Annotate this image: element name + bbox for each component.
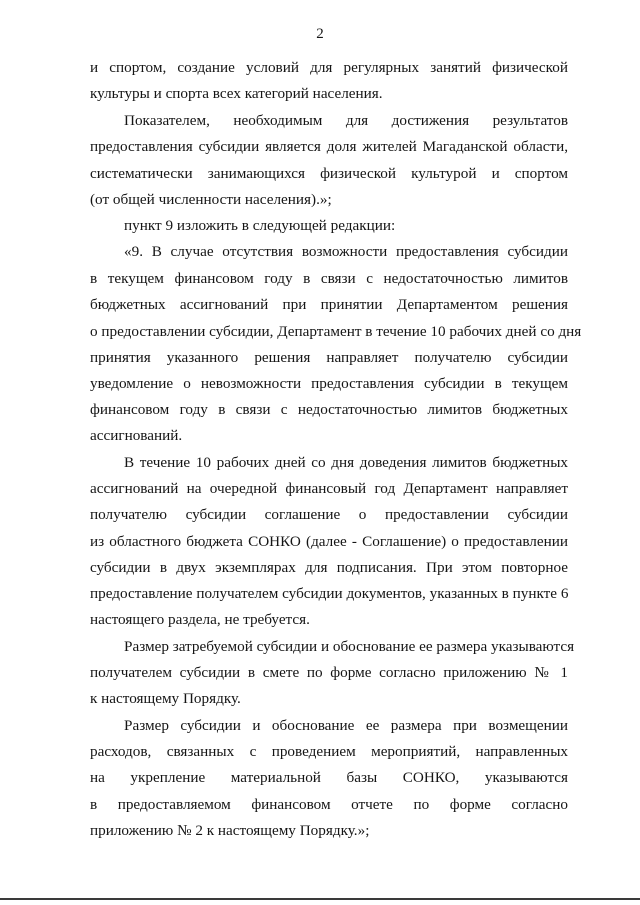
text-line: «9. В случае отсутствия возможности предоставления субсидии [124, 243, 568, 260]
text-line: культуры и спорта всех категорий населения. [90, 85, 383, 102]
text-line: получателем субсидии в смете по форме согласно приложению № 1 [90, 664, 568, 681]
text-line: предоставления субсидии является доля жителей Магаданской области, [90, 138, 568, 155]
text-line: к настоящему Порядку. [90, 690, 241, 707]
text-line: в текущем финансовом году в связи с недостаточностью лимитов [90, 270, 568, 287]
page-number: 2 [316, 26, 324, 42]
text-line: и спортом, создание условий для регулярных занятий физической [90, 59, 568, 76]
text-line: о предоставлении субсидии, Департамент в течение 10 рабочих дней со дня [90, 323, 582, 340]
text-line: приложению № 2 к настоящему Порядку.»; [90, 822, 370, 839]
text-line: финансовом году в связи с недостаточностью лимитов бюджетных [90, 401, 568, 418]
text-line: бюджетных ассигнований при принятии Департаментом решения [90, 296, 568, 313]
text-line: уведомление о невозможности предоставления субсидии в текущем [90, 375, 568, 392]
text-line: систематически занимающихся физической культурой и спортом [90, 165, 568, 182]
text-line: ассигнований. [90, 427, 183, 444]
text-line: принятия указанного решения направляет получателю субсидии [90, 349, 568, 366]
page-edge-line [0, 898, 640, 900]
text-line: субсидии в двух экземплярах для подписания. При этом повторное [90, 559, 568, 576]
text-line: ассигнований на очередной финансовый год Департамент направляет [90, 480, 568, 497]
text-line: (от общей численности населения).»; [90, 191, 332, 208]
text-line: предоставление получателем субсидии документов, указанных в пункте 6 [90, 585, 569, 602]
text-line: Размер субсидии и обоснование ее размера при возмещении [124, 717, 568, 734]
text-line: Размер затребуемой субсидии и обоснование ее размера указываются [124, 638, 575, 655]
text-line: расходов, связанных с проведением мероприятий, направленных [90, 743, 568, 760]
text-line: Показателем, необходимым для достижения результатов [124, 112, 568, 129]
text-line: из областного бюджета СОНКО (далее - Соглашение) о предоставлении [90, 533, 568, 550]
text-line: В течение 10 рабочих дней со дня доведения лимитов бюджетных [124, 454, 568, 471]
text-line: пункт 9 изложить в следующей редакции: [124, 217, 396, 234]
text-line: получателю субсидии соглашение о предоставлении субсидии [90, 506, 568, 523]
text-line: в предоставляемом финансовом отчете по форме согласно [90, 796, 568, 813]
text-line: настоящего раздела, не требуется. [90, 611, 310, 628]
text-line: на укрепление материальной базы СОНКО, указываются [90, 769, 568, 786]
